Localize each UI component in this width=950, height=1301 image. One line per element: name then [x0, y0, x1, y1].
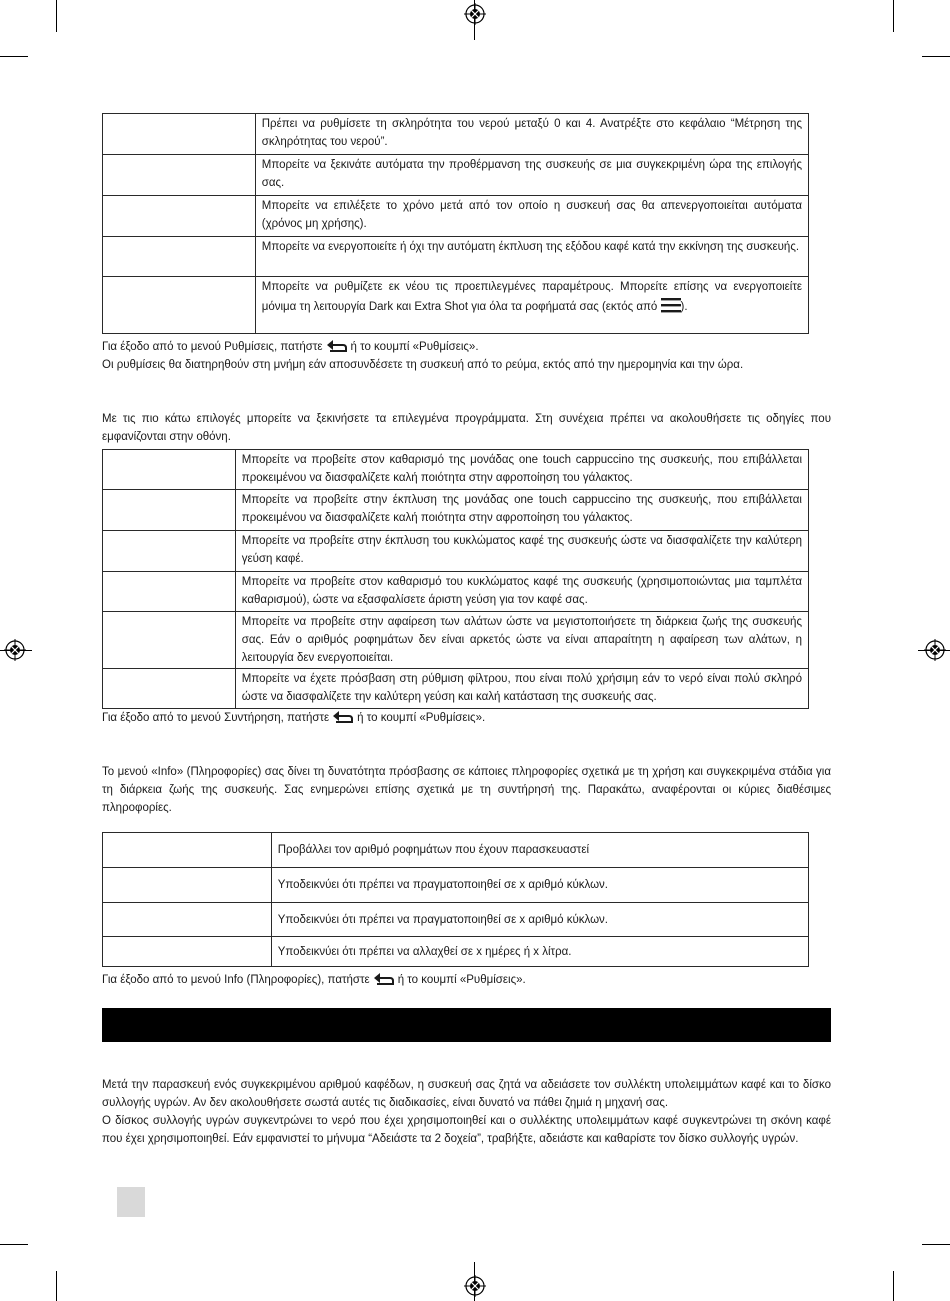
page-number-tab [117, 1187, 145, 1217]
table-row [103, 155, 809, 196]
table-description-cell: Μπορείτε να προβείτε στον καθαρισμό του κυκλώματος καφέ της συσκευής (χρησιμοποιώντας μια ταμπλέτα καθαρισμού), ώστε να εξασφαλίσετε άριστη γεύση για τον καφέ σας. [235, 572, 808, 612]
table-description-cell: Πρέπει να ρυθμίσετε τη σκληρότητα του νερού μεταξύ 0 και 4. Ανατρέξτε στο κεφάλαιο “Μέτρηση της σκληρότητας του νερού”. [255, 114, 808, 155]
crop-mark [56, 0, 57, 32]
table-label-cell [103, 833, 272, 868]
table-row [103, 833, 809, 868]
table-description-cell: Υποδεικνύει ότι πρέπει να αλλαχθεί σε x ημέρες ή x λίτρα. [271, 937, 808, 967]
maintenance-exit-text: Για έξοδο από το μενού Συντήρηση, πατήστε [102, 712, 330, 724]
table-description-cell [255, 277, 808, 334]
crop-mark [0, 1244, 28, 1245]
registration-mark-icon [464, 3, 486, 25]
back-arrow-icon [332, 709, 354, 723]
table-description-cell: Μπορείτε να έχετε πρόσβαση στη ρύθμιση φίλτρου, που είναι πολύ χρήσιμη εάν το νερό είναι πολύ σκληρό ώστε να διασφαλίζετε την καλύτερη γεύση και καλή κατάσταση της συσκευής σας. [235, 669, 808, 709]
table-description-cell: Μπορείτε να ξεκινάτε αυτόματα την προθέρμανση της συσκευής σε μια συγκεκριμένη ώρα της επιλογής σας. [255, 155, 808, 196]
back-arrow-icon [373, 971, 395, 985]
crop-mark [893, 0, 894, 32]
crop-mark [56, 1271, 57, 1301]
table-row [103, 531, 809, 572]
table-row [103, 903, 809, 937]
table-row [103, 612, 809, 669]
table-label-cell [103, 868, 272, 903]
table-description-cell: Μπορείτε να επιλέξετε το χρόνο μετά από τον οποίο η συσκευή σας θα απενεργοποιείται αυτόματα (χρόνος μη χρήσης). [255, 196, 808, 237]
table-row [103, 450, 809, 490]
info-exit-line [102, 971, 831, 989]
table-label-cell [103, 450, 236, 490]
table-row [103, 572, 809, 612]
table-description-cell: Μπορείτε να ενεργοποιείτε ή όχι την αυτόματη έκπλυση της εξόδου καφέ κατά την εκκίνηση της συσκευής. [255, 237, 808, 277]
reset-description-text: Μπορείτε να ρυθμίζετε εκ νέου τις προεπιλεγμένες παραμέτρους. Μπορείτε επίσης να ενεργοποιείτε μόνιμα τη λειτουργία Dark και Extra Shot για όλα τα ροφήματά σας (εκτός από [261, 281, 802, 313]
table-row [103, 114, 809, 155]
info-exit-text: Για έξοδο από το μενού Info (Πληροφορίες), πατήστε [102, 974, 370, 986]
table-label-cell [103, 669, 236, 709]
table-label-cell [103, 903, 272, 937]
table-description-cell: Υποδεικνύει ότι πρέπει να πραγματοποιηθεί σε x αριθμό κύκλων. [271, 868, 808, 903]
settings-exit-text: Για έξοδο από το μενού Ρυθμίσεις, πατήστε [102, 341, 323, 353]
registration-mark-icon [4, 639, 26, 661]
table-row [103, 277, 809, 334]
crop-mark [922, 1244, 950, 1245]
table-description-cell: Μπορείτε να προβείτε στον καθαρισμό της μονάδας one touch cappuccino της συσκευής, που επιβάλλεται προκειμένου να διασφαλίζετε καλή ποιότητα στην αφροποίηση του γάλακτος. [235, 450, 808, 490]
settings-exit-text-end: ή το κουμπί «Ρυθμίσεις». [350, 341, 479, 353]
menu-lines-icon [661, 296, 681, 314]
settings-exit-line [102, 338, 831, 356]
settings-table [102, 113, 809, 334]
empty-containers-paragraph-1: Μετά την παρασκευή ενός συγκεκριμένου αριθμού καφέδων, η συσκευή σας ζητά να αδειάσετε τον συλλέκτη υπολειμμάτων καφέ και το δίσκο συλλογής υγρών. Αν δεν ακολουθήσετε σωστά αυτές τις διαδικασίες, είναι δυνατό να πάθει ζημιά η μηχανή σας. [102, 1079, 831, 1109]
table-description-cell: Προβάλλει τον αριθμό ροφημάτων που έχουν παρασκευαστεί [271, 833, 808, 868]
registration-mark-icon [924, 639, 946, 661]
info-intro: Το μενού «Info» (Πληροφορίες) σας δίνει τη δυνατότητα πρόσβασης σε κάποιες πληροφορίες σχετικά με τη χρήση και συγκεκριμένα στάδια για τη διάρκεια ζωής της συσκευής. Σας ενημερώνει επίσης σχετικά με τη συντήρησή της. Παρακάτω, αναφέρονται οι κύριες διαθέσιμες πληροφορίες. [102, 766, 831, 814]
table-row [103, 868, 809, 903]
table-label-cell [103, 490, 236, 531]
info-table [102, 832, 809, 967]
maintenance-exit-line [102, 709, 831, 727]
table-description-cell: Υποδεικνύει ότι πρέπει να πραγματοποιηθεί σε x αριθμό κύκλων. [271, 903, 808, 937]
table-row [103, 937, 809, 967]
crop-mark [893, 1271, 894, 1301]
table-row [103, 669, 809, 709]
registration-mark-icon [464, 1275, 486, 1297]
table-label-cell [103, 572, 236, 612]
crop-mark [0, 56, 28, 57]
table-label-cell [103, 937, 272, 967]
crop-mark [922, 56, 950, 57]
maintenance-intro: Με τις πιο κάτω επιλογές μπορείτε να ξεκινήσετε τα επιλεγμένα προγράμματα. Στη συνέχεια πρέπει να ακολουθήσετε τις οδηγίες που εμφανίζονται στην οθόνη. [102, 413, 831, 443]
empty-containers-paragraph-2: Ο δίσκος συλλογής υγρών συγκεντρώνει το νερό που έχει χρησιμοποιηθεί και ο συλλέκτης υπολειμμάτων καφέ συγκεντρώνει τη σκόνη καφέ που έχει χρησιμοποιηθεί. Εάν εμφανιστεί το μήνυμα “Αδειάστε τα 2 δοχεία”, τραβήξτε, αδειάστε και καθαρίστε τον δίσκο συλλογής υγρών. [102, 1115, 831, 1145]
back-arrow-icon [326, 338, 348, 352]
table-description-cell: Μπορείτε να προβείτε στην έκπλυση της μονάδας one touch cappuccino της συσκευής, που επιβάλλεται προκειμένου να διασφαλίζετε καλή ποιότητα στην αφροποίηση του γάλακτος. [235, 490, 808, 531]
table-description-cell: Μπορείτε να προβείτε στην αφαίρεση των αλάτων ώστε να μεγιστοποιήσετε τη διάρκεια ζωής της συσκευής σας. Εάν ο αριθμός ροφημάτων δεν είναι αρκετός ώστε να είναι απαραίτητη η αφαίρεση των αλάτων, η λειτουργία δεν ενεργοποιείται. [235, 612, 808, 669]
settings-memory-note: Οι ρυθμίσεις θα διατηρηθούν στη μνήμη εάν αποσυνδέσετε τη συσκευή από το ρεύμα, εκτός από την ημερομηνία και την ώρα. [102, 359, 744, 371]
table-description-cell: Μπορείτε να προβείτε στην έκπλυση του κυκλώματος καφέ της συσκευής ώστε να διασφαλίζετε την καλύτερη γεύση καφέ. [235, 531, 808, 572]
table-label-cell [103, 612, 236, 669]
info-exit-text-end: ή το κουμπί «Ρυθμίσεις». [397, 974, 526, 986]
section-heading-bar [102, 1008, 831, 1042]
table-row [103, 237, 809, 277]
maintenance-exit-text-end: ή το κουμπί «Ρυθμίσεις». [357, 712, 486, 724]
table-label-cell [103, 114, 256, 155]
table-label-cell [103, 155, 256, 196]
table-row [103, 490, 809, 531]
table-label-cell [103, 531, 236, 572]
table-label-cell [103, 277, 256, 334]
reset-description-end: ). [680, 301, 688, 313]
maintenance-table [102, 449, 809, 709]
table-label-cell [103, 196, 256, 237]
table-row [103, 196, 809, 237]
table-label-cell [103, 237, 256, 277]
